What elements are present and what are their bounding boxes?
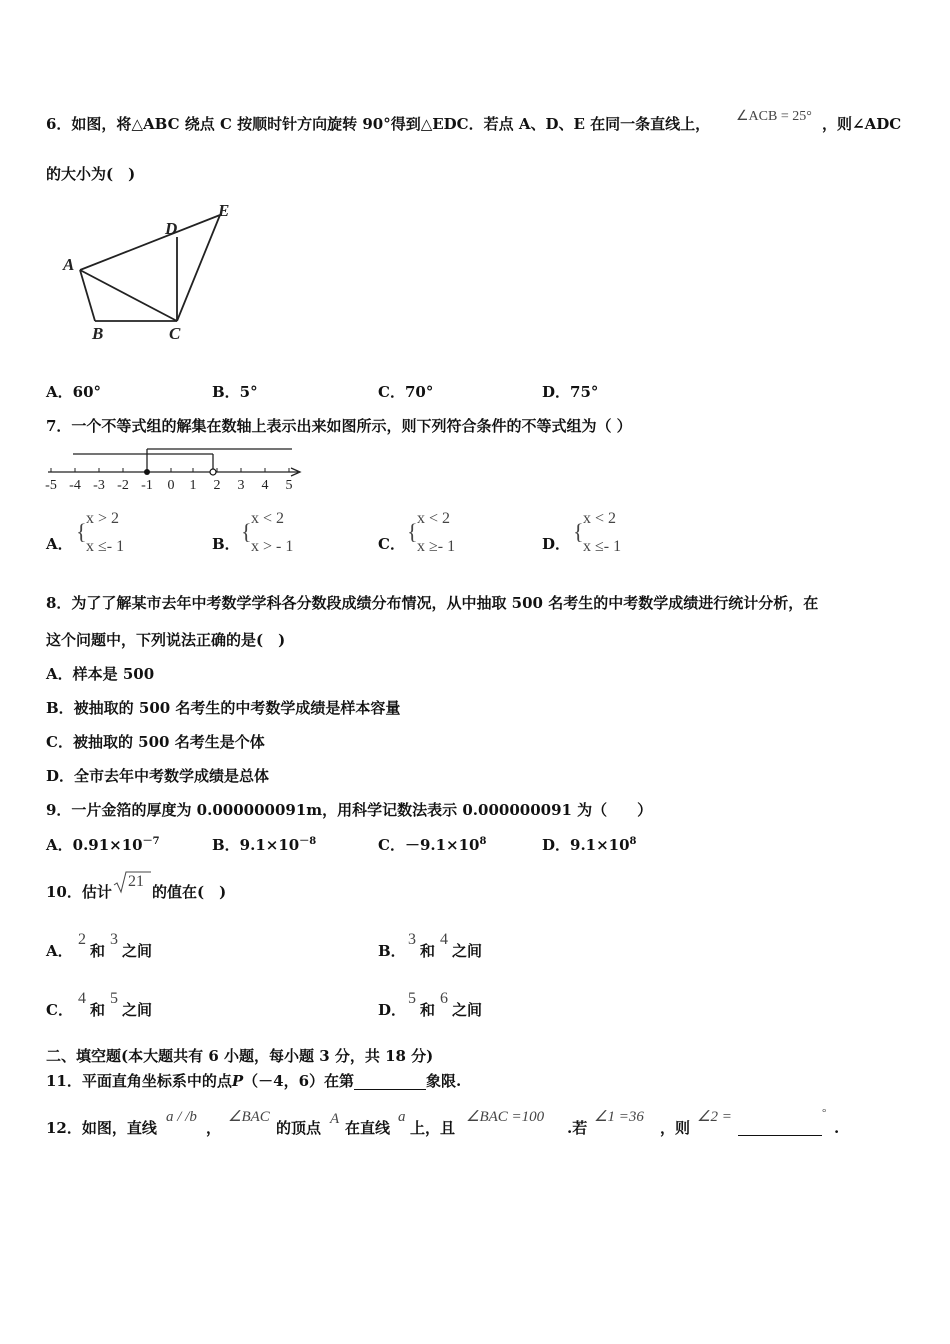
q12-f7: ∠2 = <box>697 1109 732 1125</box>
q8-option-a: A．样本是 500 <box>46 665 155 683</box>
q7-d-line2: x ≤- 1 <box>583 538 622 555</box>
q10-c-and: 和 <box>90 1001 106 1019</box>
q7-brace-c: { <box>407 519 418 544</box>
q10-d-num1: 5 <box>408 990 416 1007</box>
q9-option-c: C．$-9.1\times 10^8$ <box>378 836 487 854</box>
q6-line1-end: ，则∠ADC <box>822 115 902 133</box>
q10-a-num1: 2 <box>78 931 86 948</box>
q10-radicand: 21 <box>128 873 144 890</box>
closed-dot <box>144 469 150 475</box>
axis-tick-label: 1 <box>189 478 197 493</box>
q8-stem-line1: 8．为了了解某市去年中考数学学科各分数段成绩分布情况，从中抽取 500 名考生的中考数学成绩进行统计分析，在 <box>46 594 819 612</box>
q7-stem: 7．一个不等式组的解集在数轴上表示出来如图所示，则下列符合条件的不等式组为（ ） <box>46 417 632 435</box>
q9-stem: 9．一片金箔的厚度为 0.000000091m，用科学记数法表示 0.000000091 为（ ） <box>46 801 653 819</box>
q6-option-c: C．70° <box>378 383 434 401</box>
q10-a-between: 之间 <box>122 942 153 960</box>
q10-b-num2: 4 <box>440 931 448 948</box>
q10-c-num2: 5 <box>110 990 118 1007</box>
q9-option-b: B．$9.1\times 10^{-8}$ <box>212 836 317 854</box>
q10-letter-a: A． <box>46 942 73 960</box>
q12-f2: ∠BAC <box>228 1109 270 1125</box>
axis-tick-label: -1 <box>141 478 153 493</box>
q10-a-and: 和 <box>90 942 106 960</box>
open-dot <box>210 469 216 475</box>
label-d: D <box>165 219 178 238</box>
q7-a-line1: x > 2 <box>86 510 120 527</box>
q6-line2: 的大小为( ) <box>46 165 136 183</box>
q12-mid2: 在直线 <box>345 1119 391 1137</box>
q10-c-num1: 4 <box>78 990 86 1007</box>
q7-brace-a: { <box>76 519 87 544</box>
axis-tick-label: -5 <box>45 478 57 493</box>
axis-tick-label: -2 <box>117 478 129 493</box>
q12-mid4: .若 <box>567 1119 588 1137</box>
axis-tick-label: 0 <box>167 478 175 493</box>
q10-d-between: 之间 <box>452 1001 483 1019</box>
q12-mid3: 上，且 <box>410 1119 456 1137</box>
q10-b-and: 和 <box>420 942 436 960</box>
q6-line1: 6．如图，将△ABC 绕点 C 按顺时针方向旋转 90°得到△EDC．若点 A、D、E 在同一条直线上， <box>46 115 711 133</box>
axis-tick-label: -3 <box>93 478 105 493</box>
q7-letter-a: A． <box>46 535 73 553</box>
q10-b-num1: 3 <box>408 931 416 948</box>
label-b: B <box>92 324 104 343</box>
axis-tick-label: -4 <box>69 478 81 493</box>
q10-d-and: 和 <box>420 1001 436 1019</box>
q6-triangle-figure <box>55 197 245 347</box>
q12-f4: a <box>398 1109 406 1125</box>
q11-line: 11．平面直角坐标系中的点P（－4，6）在第 象限. <box>46 1072 462 1090</box>
q7-brace-b: { <box>241 519 252 544</box>
q10-b-between: 之间 <box>452 942 483 960</box>
label-a: A <box>63 255 75 274</box>
q7-number-line <box>40 442 310 494</box>
q10-c-between: 之间 <box>122 1001 153 1019</box>
q12-f6: ∠1 =36 <box>594 1109 644 1125</box>
q7-letter-d: D． <box>542 535 571 553</box>
section2-heading: 二、填空题(本大题共有 6 小题，每小题 3 分，共 18 分) <box>46 1047 434 1065</box>
axis-tick-label: 4 <box>261 478 269 493</box>
q10-letter-c: C． <box>46 1001 73 1019</box>
q8-option-d: D．全市去年中考数学成绩是总体 <box>46 767 270 785</box>
label-c: C <box>169 324 181 343</box>
q11-point: P <box>231 1072 244 1090</box>
q7-b-line2: x > - 1 <box>251 538 294 555</box>
q6-option-a: A．60° <box>46 383 102 401</box>
q10-letter-d: D． <box>378 1001 407 1019</box>
q7-letter-c: C． <box>378 535 405 553</box>
q10-letter-b: B． <box>378 942 406 960</box>
q12-degree: ° <box>822 1107 827 1119</box>
q12-comma1: ， <box>206 1119 222 1137</box>
q12-f5: ∠BAC =100 <box>466 1109 545 1125</box>
q6-formula: ∠ACB = 25° <box>736 109 812 124</box>
axis-tick-label: 3 <box>237 478 245 493</box>
q8-stem-line2: 这个问题中，下列说法正确的是( ) <box>46 631 286 649</box>
q11-answer-blank[interactable] <box>354 1074 426 1090</box>
q12-answer-blank[interactable] <box>738 1121 822 1136</box>
q12-f3: A <box>330 1111 340 1127</box>
q7-b-line1: x < 2 <box>251 510 285 527</box>
segment-ac <box>80 270 177 321</box>
q8-option-c: C．被抽取的 500 名考生是个体 <box>46 733 265 751</box>
q7-brace-d: { <box>573 519 584 544</box>
q6-option-d: D．75° <box>542 383 599 401</box>
segment-ec <box>177 215 220 321</box>
q12-mid5: ，则 <box>660 1119 691 1137</box>
q10-d-num2: 6 <box>440 990 448 1007</box>
q12-mid1: 的顶点 <box>276 1119 322 1137</box>
q8-option-b: B．被抽取的 500 名考生的中考数学成绩是样本容量 <box>46 699 401 717</box>
q10-pre: 10．估计 <box>46 883 112 901</box>
q12-f1: a / /b <box>166 1109 197 1125</box>
q9-option-a: A．$0.91\times 10^{-7}$ <box>46 836 160 854</box>
q10-a-num2: 3 <box>110 931 118 948</box>
q7-c-line1: x < 2 <box>417 510 451 527</box>
segment-ae <box>80 215 220 270</box>
axis-tick-label: 5 <box>285 478 293 493</box>
q12-pre: 12．如图，直线 <box>46 1119 157 1137</box>
q6-option-b: B．5° <box>212 383 258 401</box>
q9-option-d: D．$9.1\times 10^8$ <box>542 836 637 854</box>
q7-letter-b: B． <box>212 535 240 553</box>
label-e: E <box>218 201 230 220</box>
q10-post: 的值在( ) <box>152 883 227 901</box>
q7-a-line2: x ≤- 1 <box>86 538 125 555</box>
axis-tick-label: 2 <box>213 478 221 493</box>
q7-c-line2: x ≥- 1 <box>417 538 456 555</box>
q12-end: . <box>834 1119 840 1137</box>
q7-d-line1: x < 2 <box>583 510 617 527</box>
